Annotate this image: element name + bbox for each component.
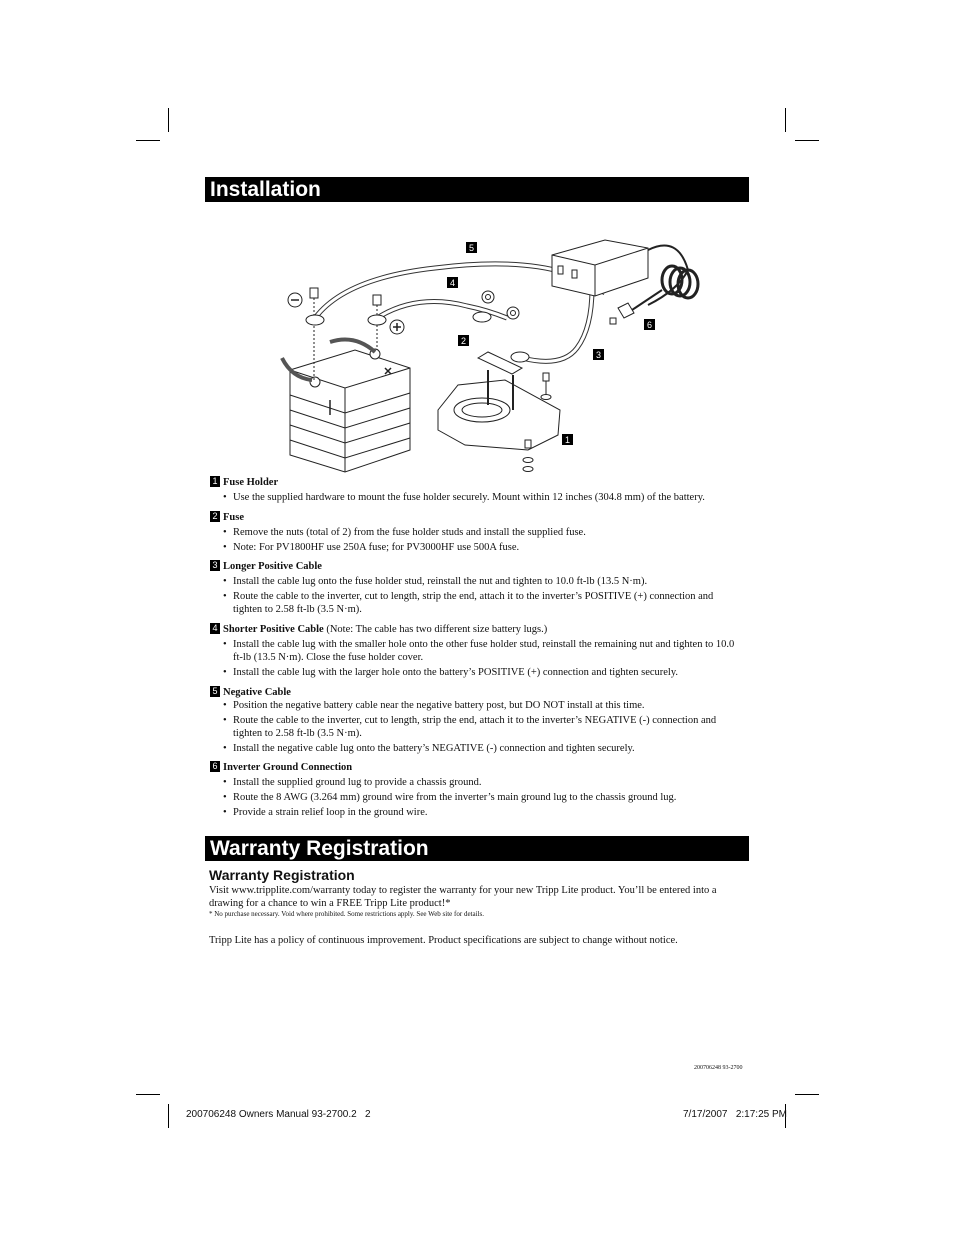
list-item: • Route the cable to the inverter, cut to length, strip the end, attach it to the inverter’s NEGATIVE (-) connection and tighten to 2.58 ft-lb (3.5 N·m). <box>222 714 742 740</box>
policy-statement: Tripp Lite has a policy of continuous improvement. Product specifications are subject to change without notice. <box>209 935 678 946</box>
document-code: 200706248 93-2700 <box>694 1065 743 1071</box>
crop-mark <box>136 1094 160 1095</box>
step-title: Negative Cable <box>223 687 291 698</box>
list-item: • Install the supplied ground lug to provide a chassis ground. <box>222 776 742 789</box>
step-number-badge: 5 <box>210 686 220 697</box>
warranty-banner-title: Warranty Registration <box>210 837 429 860</box>
step-6-heading <box>210 761 352 774</box>
print-slug-left: 200706248 Owners Manual 93-2700.2 2 <box>186 1109 371 1120</box>
step-title: Inverter Ground Connection <box>223 762 353 773</box>
callout-4: 4 <box>449 278 456 288</box>
step-1-heading <box>210 476 278 489</box>
callout-3: 3 <box>595 350 602 360</box>
list-item: • Install the cable lug with the smaller hole onto the other fuse holder stud, reinstall the remaining nut and tighten to 10.0 ft-lb (13.5 N·m). Close the fuse holder cover. <box>222 638 742 664</box>
warranty-banner <box>205 836 749 861</box>
step-number-badge: 3 <box>210 560 220 571</box>
battery-graphic <box>282 340 410 472</box>
step-5-list <box>222 699 742 757</box>
warranty-footnote: * No purchase necessary. Void where prohibited. Some restrictions apply. See Web site for details. <box>209 910 484 918</box>
step-2-heading <box>210 511 244 524</box>
crop-mark <box>168 108 169 132</box>
list-item: • Provide a strain relief loop in the ground wire. <box>222 806 742 819</box>
warranty-body: Visit www.tripplite.com/warranty today to register the warranty for your new Tripp Lite product. You’ll be entered into a drawing for a chance to win a FREE Tripp Lite product!* <box>209 885 717 909</box>
step-6-list <box>222 776 742 821</box>
print-slug-right: 7/17/2007 2:17:25 PM <box>683 1109 787 1120</box>
crop-mark <box>136 140 160 141</box>
crop-mark <box>795 1094 819 1095</box>
step-title: Shorter Positive Cable <box>223 624 324 635</box>
step-5-heading <box>210 686 291 699</box>
step-2-list <box>222 526 742 556</box>
crop-mark <box>795 140 819 141</box>
installation-banner <box>205 177 749 202</box>
step-1-list <box>222 491 742 506</box>
callout-5: 5 <box>468 243 475 253</box>
step-number-badge: 4 <box>210 623 220 634</box>
installation-diagram <box>260 210 710 480</box>
step-title: Fuse Holder <box>223 477 279 488</box>
step-number-badge: 2 <box>210 511 220 522</box>
callout-1: 1 <box>564 435 571 445</box>
list-item: • Install the cable lug onto the fuse holder stud, reinstall the nut and tighten to 10.0 ft-lb (13.5 N·m). <box>222 575 742 588</box>
step-4-list <box>222 638 742 681</box>
list-item: • Remove the nuts (total of 2) from the fuse holder studs and install the supplied fuse. <box>222 526 742 539</box>
step-note: (Note: The cable has two different size battery lugs.) <box>326 624 548 635</box>
crop-mark <box>168 1104 169 1128</box>
list-item: • Route the cable to the inverter, cut to length, strip the end, attach it to the inverter’s POSITIVE (+) connection and tighten to 2.58 ft-lb (3.5 N·m). <box>222 590 742 616</box>
step-title: Longer Positive Cable <box>223 561 322 572</box>
list-item: • Position the negative battery cable near the negative battery post, but DO NOT install at this time. <box>222 699 742 712</box>
list-item: • Route the 8 AWG (3.264 mm) ground wire from the inverter’s main ground lug to the chassis ground lug. <box>222 791 742 804</box>
step-3-heading <box>210 560 322 573</box>
crop-mark <box>785 108 786 132</box>
step-number-badge: 6 <box>210 761 220 772</box>
callout-6: 6 <box>646 320 653 330</box>
step-4-heading <box>210 623 547 636</box>
callout-2: 2 <box>460 336 467 346</box>
list-item: • Install the negative cable lug onto the battery’s NEGATIVE (-) connection and tighten securely. <box>222 742 742 755</box>
list-item: • Install the cable lug with the larger hole onto the battery’s POSITIVE (+) connection and tighten securely. <box>222 666 742 679</box>
installation-title: Installation <box>210 178 321 201</box>
step-3-list <box>222 575 742 618</box>
step-number-badge: 1 <box>210 476 220 487</box>
list-item: • Use the supplied hardware to mount the fuse holder securely. Mount within 12 inches (304.8 mm) of the battery. <box>222 491 742 504</box>
step-title: Fuse <box>223 512 244 523</box>
wiring-diagram-graphic <box>260 210 710 480</box>
warranty-heading: Warranty Registration <box>209 867 355 883</box>
list-item: • Note: For PV1800HF use 250A fuse; for PV3000HF use 500A fuse. <box>222 541 742 554</box>
